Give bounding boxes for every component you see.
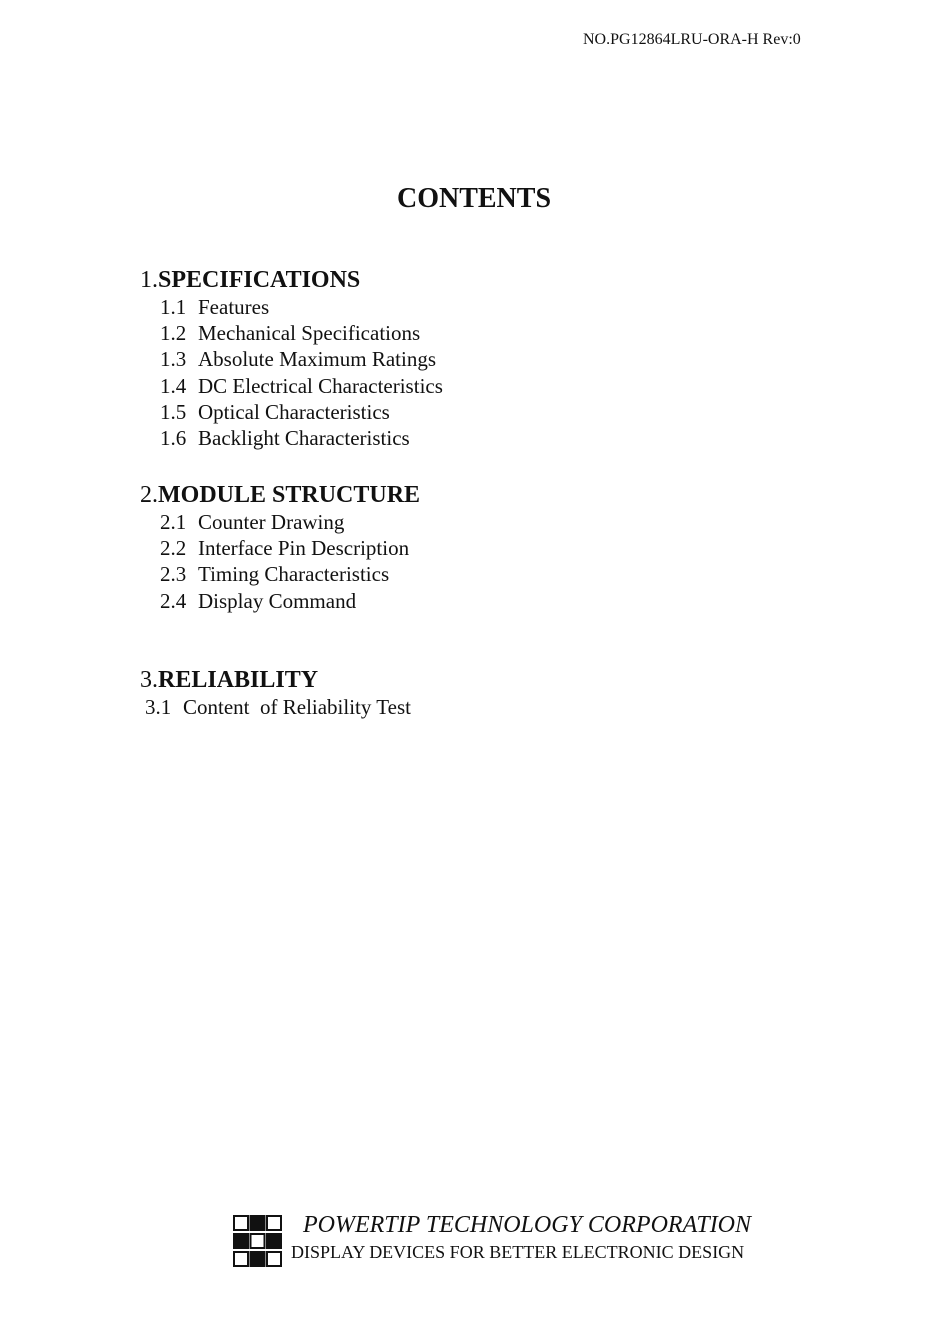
toc-item-number: 2.1 <box>160 510 187 534</box>
company-name: POWERTIP TECHNOLOGY CORPORATION <box>303 1212 752 1238</box>
toc-item-text: Features <box>198 295 270 319</box>
page-title: CONTENTS <box>396 183 552 214</box>
toc-item-number: 2.3 <box>160 562 187 587</box>
toc-item-number: 1.6 <box>160 425 187 450</box>
section-label: MODULE STRUCTURE <box>158 482 421 508</box>
section-heading <box>140 266 443 294</box>
grid-logo-icon <box>232 1214 283 1268</box>
document-number: NO.PG12864LRU-ORA-H Rev:0 <box>583 31 801 48</box>
section-number: 2. <box>140 482 158 508</box>
toc-item-number: 1.3 <box>160 347 187 372</box>
section-heading <box>140 481 420 509</box>
company-tagline: DISPLAY DEVICES FOR BETTER ELECTRONIC DESIGN <box>291 1242 745 1262</box>
section-label: RELIABILITY <box>158 667 319 693</box>
toc-item-text: Absolute Maximum Ratings <box>198 347 436 372</box>
toc-item-text: DC Electrical Characteristics <box>198 373 443 398</box>
toc-item-text: Display Command <box>198 588 357 613</box>
toc-item <box>140 346 443 372</box>
toc-item <box>140 399 443 425</box>
toc-item-number: 2.2 <box>160 536 187 561</box>
toc-item <box>140 588 420 614</box>
section-number: 3. <box>140 667 158 693</box>
toc-section-module-structure <box>140 481 420 614</box>
toc-item <box>140 509 420 535</box>
section-heading <box>140 666 411 694</box>
toc-item-text: Interface Pin Description <box>198 536 410 561</box>
section-label: SPECIFICATIONS <box>158 267 361 293</box>
toc-item-text: Optical Characteristics <box>198 399 390 424</box>
toc-item <box>140 535 420 561</box>
toc-item-number: 1.4 <box>160 373 187 398</box>
toc-item <box>140 373 443 399</box>
toc-item-text: Mechanical Specifications <box>198 321 421 346</box>
toc-item <box>140 294 443 320</box>
toc-item-number: 1.1 <box>160 295 187 319</box>
toc-item-text: Timing Characteristics <box>198 562 390 587</box>
toc-item <box>140 561 420 587</box>
toc-section-reliability <box>140 666 411 720</box>
toc-section-specifications <box>140 266 443 451</box>
footer <box>232 1212 792 1272</box>
toc-item-text: Content of Reliability Test <box>183 695 411 719</box>
toc-item-text: Counter Drawing <box>198 510 345 534</box>
toc-item-number: 2.4 <box>160 588 187 613</box>
toc-item <box>140 694 411 720</box>
toc-item-text: Backlight Characteristics <box>198 425 410 450</box>
toc-item <box>140 320 443 346</box>
section-number: 1. <box>140 267 158 293</box>
toc-item <box>140 425 443 451</box>
toc-item-number: 3.1 <box>145 695 172 719</box>
toc-item-number: 1.2 <box>160 321 187 346</box>
toc-item-number: 1.5 <box>160 399 187 424</box>
